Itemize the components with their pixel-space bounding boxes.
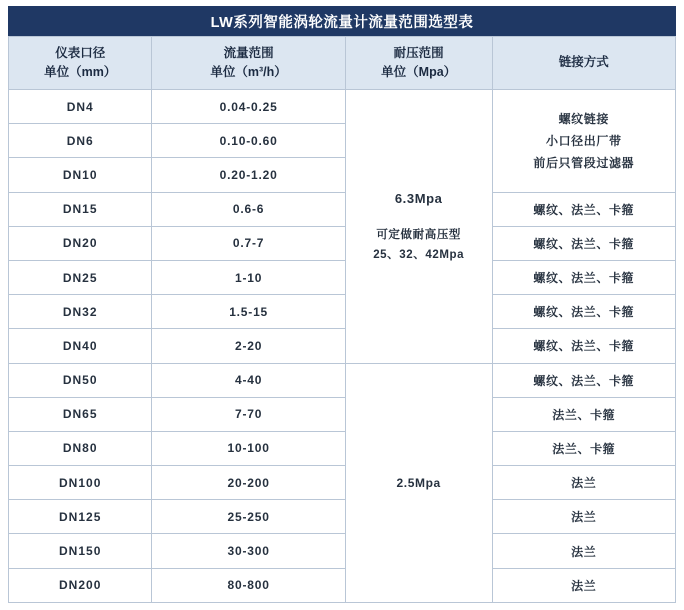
connection-line3: 前后只管段过滤器	[533, 155, 635, 170]
cell-diameter: DN20	[9, 226, 152, 260]
column-header-connection-line1: 链接方式	[558, 55, 609, 70]
cell-connection-group-1	[492, 90, 675, 193]
cell-pressure-range-group-1	[345, 90, 492, 364]
cell-flow-range: 30-300	[152, 534, 345, 568]
pressure-main-value: 2.5Mpa	[396, 475, 441, 490]
flow-range-table	[8, 36, 676, 603]
table-body	[9, 90, 676, 603]
cell-flow-range: 25-250	[152, 500, 345, 534]
cell-diameter: DN100	[9, 466, 152, 500]
cell-diameter: DN200	[9, 568, 152, 602]
cell-flow-range: 80-800	[152, 568, 345, 602]
pressure-note-line1: 可定做耐高压型	[376, 229, 462, 242]
cell-flow-range: 20-200	[152, 466, 345, 500]
cell-diameter: DN32	[9, 295, 152, 329]
table-row	[9, 90, 676, 124]
cell-connection: 螺纹、法兰、卡箍	[492, 192, 675, 226]
pressure-main-value: 6.3Mpa	[394, 191, 443, 207]
cell-diameter: DN80	[9, 431, 152, 465]
cell-flow-range: 0.7-7	[152, 226, 345, 260]
cell-flow-range: 0.20-1.20	[152, 158, 345, 192]
table-row	[9, 260, 676, 294]
cell-diameter: DN15	[9, 192, 152, 226]
table-row	[9, 192, 676, 226]
connection-line1: 螺纹链接	[558, 111, 609, 126]
column-header-diameter-line1: 仪表口径	[55, 45, 106, 60]
column-header-flow-range-line2: 单位（m³/h）	[210, 65, 287, 79]
cell-diameter: DN4	[9, 90, 152, 124]
table-row	[9, 329, 676, 363]
cell-diameter: DN25	[9, 260, 152, 294]
table-row	[9, 363, 676, 397]
cell-flow-range: 2-20	[152, 329, 345, 363]
cell-diameter: DN125	[9, 500, 152, 534]
table-row	[9, 295, 676, 329]
table-header	[9, 37, 676, 90]
table-header-row	[9, 37, 676, 90]
page-title-text: LW系列智能涡轮流量计流量范围选型表	[210, 14, 474, 31]
column-header-pressure-range-line1: 耐压范围	[393, 45, 444, 60]
cell-connection: 螺纹、法兰、卡箍	[492, 295, 675, 329]
table-row	[9, 534, 676, 568]
cell-flow-range: 1-10	[152, 260, 345, 294]
cell-pressure-range-group-2	[345, 363, 492, 602]
connection-line2: 小口径出厂带	[545, 133, 622, 148]
cell-connection: 法兰	[492, 534, 675, 568]
column-header-diameter-line2: 单位（mm）	[44, 65, 117, 79]
column-header-connection	[492, 37, 675, 90]
cell-flow-range: 4-40	[152, 363, 345, 397]
column-header-pressure-range	[345, 37, 492, 90]
cell-connection: 法兰、卡箍	[492, 431, 675, 465]
table-row	[9, 568, 676, 602]
cell-connection: 法兰、卡箍	[492, 397, 675, 431]
cell-connection: 螺纹、法兰、卡箍	[492, 329, 675, 363]
cell-flow-range: 1.5-15	[152, 295, 345, 329]
cell-diameter: DN50	[9, 363, 152, 397]
pressure-note-line2: 25、32、42Mpa	[373, 248, 465, 261]
table-row	[9, 466, 676, 500]
cell-connection: 法兰	[492, 568, 675, 602]
cell-flow-range: 0.10-0.60	[152, 124, 345, 158]
column-header-diameter	[9, 37, 152, 90]
cell-connection: 螺纹、法兰、卡箍	[492, 260, 675, 294]
cell-connection: 法兰	[492, 466, 675, 500]
table-row	[9, 431, 676, 465]
cell-diameter: DN6	[9, 124, 152, 158]
cell-diameter: DN10	[9, 158, 152, 192]
cell-diameter: DN150	[9, 534, 152, 568]
cell-connection: 螺纹、法兰、卡箍	[492, 363, 675, 397]
cell-connection: 螺纹、法兰、卡箍	[492, 226, 675, 260]
cell-flow-range: 0.6-6	[152, 192, 345, 226]
cell-connection: 法兰	[492, 500, 675, 534]
column-header-pressure-range-line2: 单位（Mpa）	[381, 65, 457, 79]
page-title	[8, 6, 676, 36]
cell-diameter: DN40	[9, 329, 152, 363]
table-row	[9, 500, 676, 534]
table-row	[9, 226, 676, 260]
table-row	[9, 397, 676, 431]
cell-flow-range: 7-70	[152, 397, 345, 431]
column-header-flow-range-line1: 流量范围	[223, 45, 274, 60]
column-header-flow-range	[152, 37, 345, 90]
cell-diameter: DN65	[9, 397, 152, 431]
cell-flow-range: 10-100	[152, 431, 345, 465]
cell-flow-range: 0.04-0.25	[152, 90, 345, 124]
